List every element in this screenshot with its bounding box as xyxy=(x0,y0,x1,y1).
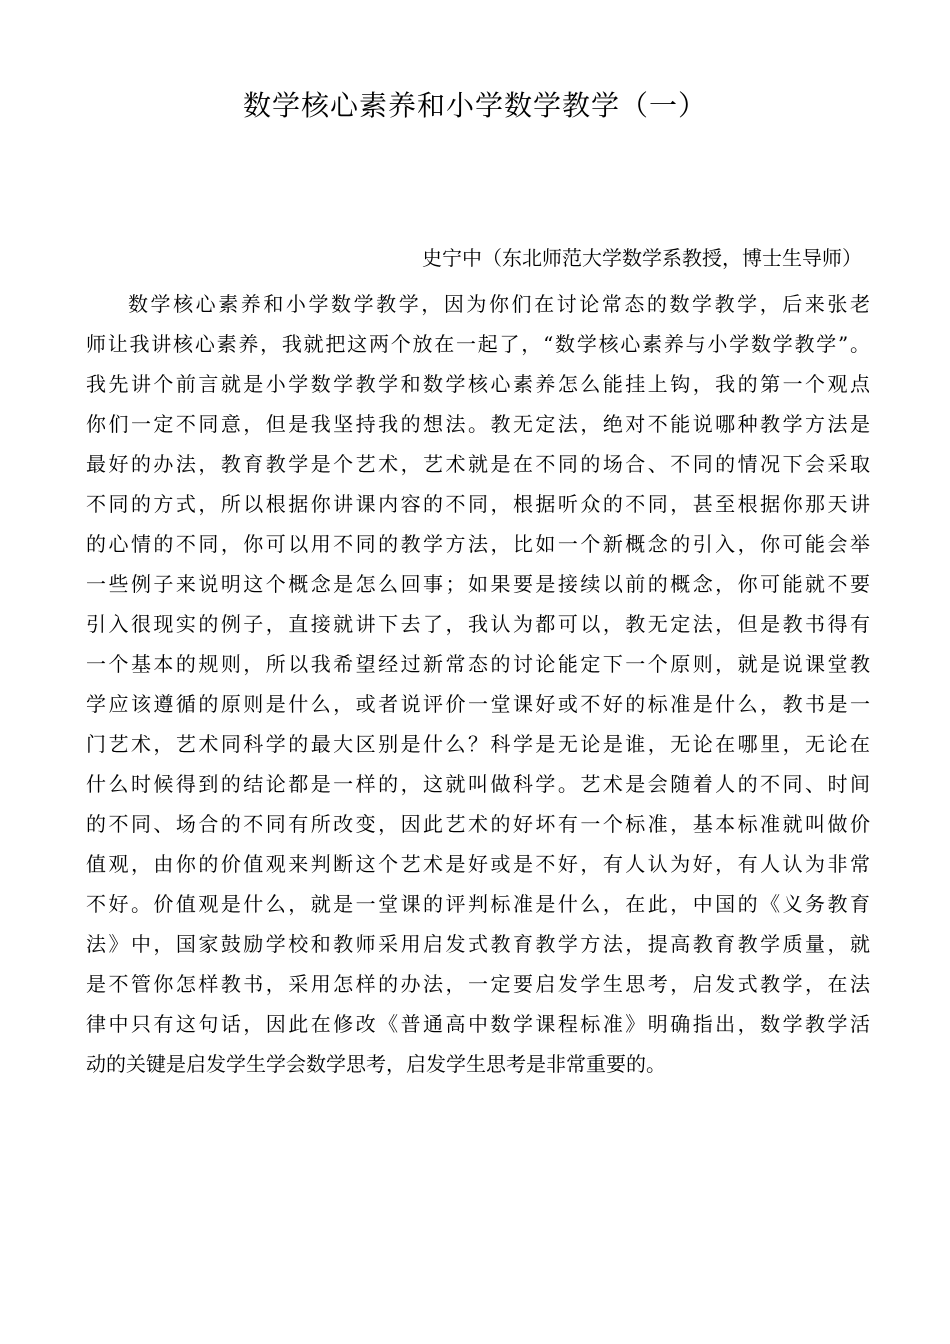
paragraph-line: 数学核心素养和小学数学教学，因为你们在讨论常态的数学教学，后来张老 xyxy=(128,292,870,316)
paragraph-line: 动的关键是启发学生学会数学思考，启发学生思考是非常重要的。 xyxy=(86,1052,666,1076)
paragraph-line: 值观，由你的价值观来判断这个艺术是好或是不好，有人认为好，有人认为非常 xyxy=(86,852,870,876)
paragraph-line: 的不同、场合的不同有所改变，因此艺术的好坏有一个标准，基本标准就叫做价 xyxy=(86,812,870,836)
paragraph-line: 不同的方式，所以根据你讲课内容的不同，根据听众的不同，甚至根据你那天讲 xyxy=(86,492,870,516)
paragraph-line: 引入很现实的例子，直接就讲下去了，我认为都可以，教无定法，但是教书得有 xyxy=(86,612,870,636)
paragraph-line: 律中只有这句话，因此在修改《普通高中数学课程标准》明确指出，数学教学活 xyxy=(86,1012,870,1036)
paragraph-line: 不好。价值观是什么，就是一堂课的评判标准是什么，在此，中国的《义务教育 xyxy=(86,892,870,916)
body-paragraph xyxy=(86,284,870,1084)
paragraph-line: 学应该遵循的原则是什么，或者说评价一堂课好或不好的标准是什么，教书是一 xyxy=(86,692,870,716)
paragraph-line: 最好的办法，教育教学是个艺术，艺术就是在不同的场合、不同的情况下会采取 xyxy=(86,452,870,476)
paragraph-line: 一些例子来说明这个概念是怎么回事；如果要是接续以前的概念，你可能就不要 xyxy=(86,572,870,596)
paragraph-line: 的心情的不同，你可以用不同的教学方法，比如一个新概念的引入，你可能会举 xyxy=(86,532,870,556)
paragraph-line: 法》中，国家鼓励学校和教师采用启发式教育教学方法，提高教育教学质量，就 xyxy=(86,932,870,956)
paragraph-line: 你们一定不同意，但是我坚持我的想法。教无定法，绝对不能说哪种教学方法是 xyxy=(86,412,870,436)
paragraph-line: 一个基本的规则，所以我希望经过新常态的讨论能定下一个原则，就是说课堂教 xyxy=(86,652,870,676)
paragraph-line: 我先讲个前言就是小学数学教学和数学核心素养怎么能挂上钩，我的第一个观点 xyxy=(86,372,870,396)
document-title: 数学核心素养和小学数学教学（一） xyxy=(242,89,707,122)
paragraph-line: 师让我讲核心素养，我就把这两个放在一起了，“数学核心素养与小学数学教学”。 xyxy=(86,332,870,356)
paragraph-line: 是不管你怎样教书，采用怎样的办法，一定要启发学生思考，启发式教学，在法 xyxy=(86,972,870,996)
paragraph-line: 门艺术，艺术同科学的最大区别是什么？科学是无论是谁，无论在哪里，无论在 xyxy=(86,732,870,756)
author-line: 史宁中（东北师范大学数学系教授，博士生导师） xyxy=(422,246,862,270)
paragraph-line: 什么时候得到的结论都是一样的，这就叫做科学。艺术是会随着人的不同、时间 xyxy=(86,772,870,796)
